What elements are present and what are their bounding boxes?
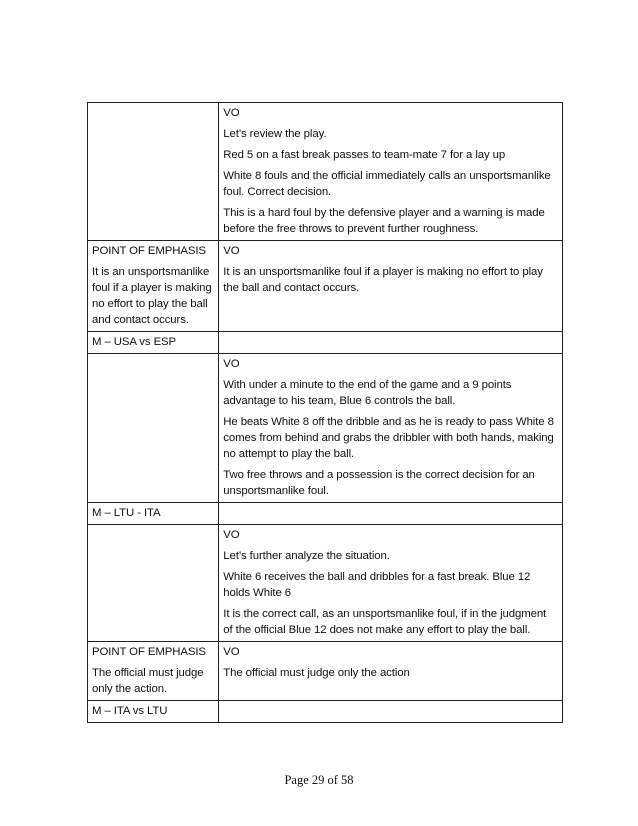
label-cell — [88, 642, 219, 701]
label-text: M – LTU - ITA — [92, 507, 161, 519]
table-row — [88, 241, 563, 332]
script-cell — [219, 241, 563, 332]
page-footer: Page 29 of 58 — [284, 773, 354, 787]
label-cell — [88, 525, 219, 642]
script-table — [87, 102, 563, 723]
table-row — [88, 503, 563, 525]
label-text: It is an unsportsmanlike foul if a player is making no effort to play the ball and contact occurs. — [92, 266, 212, 326]
script-paragraph: White 6 receives the ball and dribbles for a fast break. Blue 12 holds White 6 — [223, 571, 531, 599]
table-row — [88, 525, 563, 642]
table-row — [88, 642, 563, 701]
label-text: POINT OF EMPHASIS — [92, 646, 206, 658]
label-cell — [88, 103, 219, 241]
script-paragraph: VO — [223, 245, 240, 257]
label-text: M – ITA vs LTU — [92, 705, 168, 717]
script-paragraph: VO — [223, 107, 240, 119]
table-row — [88, 354, 563, 503]
script-paragraph: Red 5 on a fast break passes to team-mate 7 for a lay up — [223, 149, 506, 161]
script-paragraph: Two free throws and a possession is the correct decision for an unsportsmanlike foul. — [223, 469, 535, 497]
script-table-body — [88, 103, 563, 723]
empty-cell-spacer — [88, 354, 218, 375]
script-paragraph: The official must judge only the action — [223, 667, 410, 679]
script-cell — [219, 503, 563, 525]
script-cell — [219, 103, 563, 241]
script-cell — [219, 354, 563, 503]
script-paragraph: It is the correct call, as an unsportsmanlike foul, if in the judgment of the official Blue 12 does not make any effort to play the ball. — [223, 608, 547, 636]
script-paragraph: White 8 fouls and the official immediately calls an unsportsmanlike foul. Correct decision. — [223, 170, 551, 198]
script-paragraph: With under a minute to the end of the game and a 9 points advantage to his team, Blue 6 controls the ball. — [223, 379, 512, 407]
label-text: The official must judge only the action. — [92, 667, 204, 695]
script-paragraph: Let’s review the play. — [223, 128, 327, 140]
script-paragraph: This is a hard foul by the defensive player and a warning is made before the free throws to prevent further roughness. — [223, 207, 545, 235]
label-cell — [88, 503, 219, 525]
script-paragraph: VO — [223, 646, 240, 658]
script-cell — [219, 332, 563, 354]
label-text: POINT OF EMPHASIS — [92, 245, 206, 257]
empty-cell-spacer — [219, 332, 562, 353]
script-paragraph: VO — [223, 358, 240, 370]
script-cell — [219, 525, 563, 642]
table-row — [88, 103, 563, 241]
table-row — [88, 332, 563, 354]
empty-cell-spacer — [88, 103, 218, 124]
label-cell — [88, 241, 219, 332]
empty-cell-spacer — [219, 701, 562, 722]
label-cell — [88, 332, 219, 354]
script-paragraph: It is an unsportsmanlike foul if a player is making no effort to play the ball and contact occurs. — [223, 266, 543, 294]
script-paragraph: Let’s further analyze the situation. — [223, 550, 390, 562]
empty-cell-spacer — [88, 525, 218, 546]
script-cell — [219, 642, 563, 701]
label-cell — [88, 354, 219, 503]
script-paragraph: VO — [223, 529, 240, 541]
script-cell — [219, 701, 563, 723]
table-row — [88, 701, 563, 723]
empty-cell-spacer — [219, 503, 562, 524]
label-text: M – USA vs ESP — [92, 336, 177, 348]
label-cell — [88, 701, 219, 723]
script-paragraph: He beats White 8 off the dribble and as he is ready to pass White 8 comes from behind and grabs the dribbler with both hands, making no attempt to play the ball. — [223, 416, 554, 460]
